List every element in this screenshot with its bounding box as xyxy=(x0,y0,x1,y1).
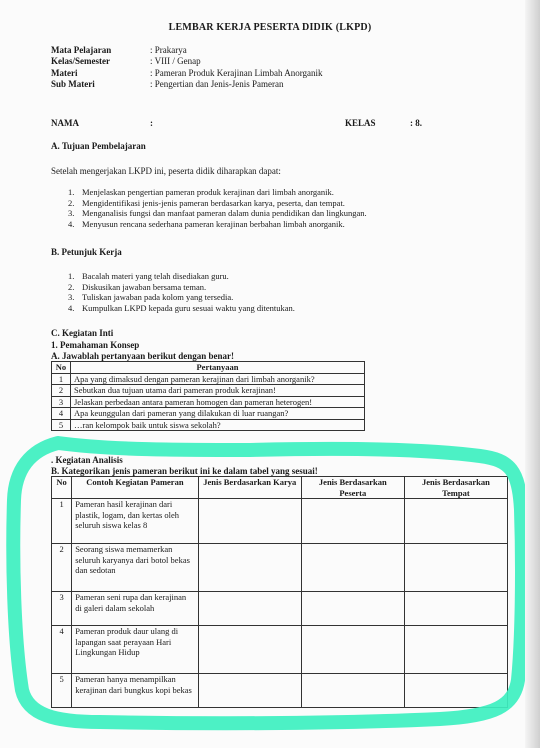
table-row: 1 Pameran hasil kerajinan dari plastik, logam, dan kertas oleh seluruh siswa kelas 8 xyxy=(52,499,508,544)
meta-value-material: : Pameran Produk Kerajinan Limbah Anorganik xyxy=(150,68,323,78)
analysis-subheading: . Kegiatan Analisis xyxy=(51,455,123,465)
answer-cell[interactable] xyxy=(198,626,301,674)
answer-cell[interactable] xyxy=(404,674,507,708)
list-item: 3. Menganalisis fungsi dan manfaat pameran dalam dunia pendidikan dan lingkungan. xyxy=(68,208,367,218)
table-header: Jenis Berdasarkan Peserta xyxy=(301,477,404,499)
answer-cell[interactable] xyxy=(404,544,507,592)
meta-label-submaterial: Sub Materi xyxy=(51,79,95,89)
answer-cell[interactable] xyxy=(301,626,404,674)
name-label: NAMA xyxy=(51,118,79,128)
categorize-table xyxy=(51,476,508,708)
meta-value-subject: : Prakarya xyxy=(150,45,187,55)
list-item: 3. Tuliskan jawaban pada kolom yang tersedia. xyxy=(68,292,234,302)
meta-value-submaterial: : Pengertian dan Jenis-Jenis Pameran xyxy=(150,79,284,89)
page-edge-shadow xyxy=(525,0,540,748)
answer-cell[interactable] xyxy=(301,592,404,626)
class-label: KELAS xyxy=(345,118,376,128)
section-b-heading: B. Petunjuk Kerja xyxy=(51,247,122,257)
meta-value-class: : VIII / Genap xyxy=(150,56,201,66)
table-row: 2 Sebutkan dua tujuan utama dari pameran produk kerajinan! xyxy=(52,385,365,397)
answer-cell[interactable] xyxy=(404,626,507,674)
table-row: 3 Pameran seni rupa dan kerajinan di galeri dalam sekolah xyxy=(52,592,508,626)
table-row: 4 Pameran produk daur ulang di lapangan saat perayaan Hari Lingkungan Hidup xyxy=(52,626,508,674)
table-b-instruction: B. Kategorikan jenis pameran berikut ini ke dalam tabel yang sesuai! xyxy=(51,466,318,476)
table-row: 5 Pameran hanya menampilkan kerajinan dari bungkus kopi bekas xyxy=(52,674,508,708)
objectives-list xyxy=(68,187,367,229)
table-row: 4 Apa keunggulan dari pameran yang dilakukan di luar ruangan? xyxy=(52,408,365,420)
table-header: Jenis Berdasarkan Karya xyxy=(198,477,301,499)
list-item: 4. Kumpulkan LKPD kepada guru sesuai waktu yang ditentukan. xyxy=(68,302,295,313)
section-c-heading: C. Kegiatan Inti xyxy=(51,328,114,338)
name-colon: : xyxy=(150,118,153,128)
list-item: 2. Mengidentifikasi jenis-jenis pameran berdasarkan karya, peserta, dan tempat. xyxy=(68,197,345,208)
table-a-instruction: A. Jawablah pertanyaan berikut dengan benar! xyxy=(51,351,235,361)
answer-cell[interactable] xyxy=(198,592,301,626)
answer-cell[interactable] xyxy=(301,674,404,708)
list-item: 2. Diskusikan jawaban bersama teman. xyxy=(68,281,207,292)
meta-label-material: Materi xyxy=(51,68,78,78)
table-header: No xyxy=(52,362,71,374)
list-item: 1. Menjelaskan pengertian pameran produk kerajinan dari limbah anorganik. xyxy=(68,187,334,197)
table-row: 5 …ran kelompok baik untuk siswa sekolah? xyxy=(52,419,365,431)
answer-cell[interactable] xyxy=(198,674,301,708)
table-header: Pertanyaan xyxy=(71,362,365,374)
answer-cell[interactable] xyxy=(301,544,404,592)
table-header: Contoh Kegiatan Pameran xyxy=(72,477,198,499)
class-value: : 8. xyxy=(410,118,422,128)
section-a-heading: A. Tujuan Pembelajaran xyxy=(51,141,146,151)
table-header: No xyxy=(52,477,72,499)
list-item: 4. Menyusun rencana sederhana pameran kerajinan berbahan limbah anorganik. xyxy=(68,218,345,229)
answer-cell[interactable] xyxy=(198,499,301,544)
section-a-intro: Setelah mengerjakan LKPD ini, peserta didik diharapkan dapat: xyxy=(51,166,281,176)
table-row: 1 Apa yang dimaksud dengan pameran kerajinan dari limbah anorganik? xyxy=(52,373,365,385)
answer-cell[interactable] xyxy=(301,499,404,544)
answer-cell[interactable] xyxy=(404,592,507,626)
questions-table xyxy=(51,361,365,431)
list-item: 1. Bacalah materi yang telah disediakan guru. xyxy=(68,271,229,281)
instructions-list xyxy=(68,271,295,313)
concept-subheading: 1. Pemahaman Konsep xyxy=(51,340,140,350)
answer-cell[interactable] xyxy=(404,499,507,544)
table-row: 3 Jelaskan perbedaan antara pameran homogen dan pameran heterogen! xyxy=(52,396,365,408)
table-header: Jenis Berdasarkan Tempat xyxy=(404,477,507,499)
meta-label-subject: Mata Pelajaran xyxy=(51,45,112,55)
document-title: LEMBAR KERJA PESERTA DIDIK (LKPD) xyxy=(168,22,372,33)
table-row: 2 Seorang siswa memamerkan seluruh karyanya dari botol bekas dan sedotan xyxy=(52,544,508,592)
meta-label-class: Kelas/Semester xyxy=(51,56,110,66)
answer-cell[interactable] xyxy=(198,544,301,592)
